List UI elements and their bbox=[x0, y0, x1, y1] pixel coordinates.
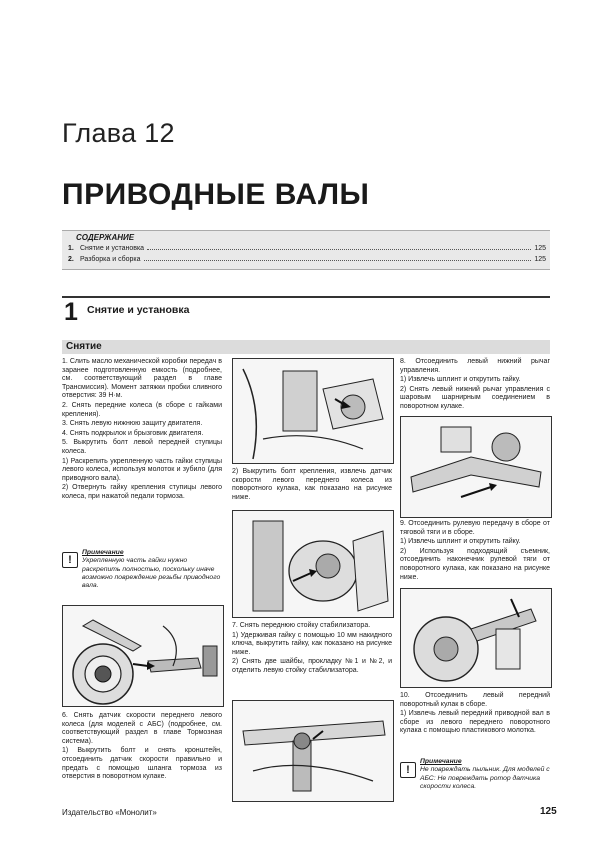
step-text: 7. Снять переднюю стойку стабилизатора. bbox=[232, 622, 371, 629]
note-text: Не повреждать пыльник. Для моделей с АБС: Не повреждать ротор датчика скорости колеса. bbox=[420, 766, 550, 790]
step-text: 1) Извлечь левый передний приводной вал в сборе из левого переднего поворотного кулака с помощью пластикового молотка. bbox=[400, 710, 550, 735]
mid-column-step7 bbox=[232, 622, 392, 677]
subsection-bar bbox=[62, 340, 550, 354]
section-divider bbox=[62, 296, 550, 298]
table-of-contents bbox=[62, 230, 550, 270]
left-column-step6 bbox=[62, 712, 222, 783]
step-text: 2) Выкрутить болт крепления, извлечь датчик скорости левого переднего колеса из поворотного кулака, как показано на рисунке ниже. bbox=[232, 468, 392, 501]
step-text: 1) Извлечь шплинт и открутить гайку. bbox=[400, 538, 521, 546]
figure-engine-bay bbox=[232, 358, 394, 464]
step-text: 9. Отсоединить рулевую передачу в сборе от тяговой тяги и в сборе. bbox=[400, 520, 550, 536]
note-icon: ! bbox=[400, 762, 416, 778]
toc-item-number: 2. bbox=[68, 256, 74, 263]
right-column-step10 bbox=[400, 692, 550, 737]
figure-lower-arm bbox=[400, 416, 552, 518]
chapter-label: Глава 12 bbox=[62, 118, 175, 148]
step-text: 1) Удерживая гайку с помощью 10 мм накидного ключа, выкрутить гайку, как показано на рисунке ниже. bbox=[232, 631, 392, 656]
step-text: 2) Используя подходящий съемник, отсоединить наконечник рулевой тяги от поворотного кулака, как показано на рисунке ниже. bbox=[400, 547, 550, 581]
left-note bbox=[82, 549, 222, 590]
step-text: 2) Снять две шайбы, прокладку №1 и №2, и отделить левую стойку стабилизатора. bbox=[232, 658, 392, 674]
toc-item-page: 125 bbox=[534, 245, 546, 252]
figure-hub-nut bbox=[62, 605, 224, 707]
section-number: 1 bbox=[64, 298, 78, 326]
figure-stabilizer-link bbox=[232, 700, 394, 802]
left-column-steps bbox=[62, 358, 222, 503]
right-column-step8 bbox=[400, 358, 550, 413]
step-text: 4. Снять подкрылок и брызговик двигателя. bbox=[62, 429, 204, 437]
step-text: 8. Отсоединить левый нижний рычаг управления. bbox=[400, 358, 550, 374]
engine-bay-illustration bbox=[233, 359, 393, 463]
step-text: 5. Выкрутить болт левой передней ступицы колеса. bbox=[62, 439, 222, 455]
lower-arm-illustration bbox=[401, 417, 551, 517]
tie-rod-illustration bbox=[401, 589, 551, 687]
toc-item[interactable] bbox=[68, 253, 546, 263]
toc-item-number: 1. bbox=[68, 245, 74, 252]
subsection-title: Снятие bbox=[66, 341, 102, 352]
step-text: 10. Отсоединить левый передний поворотный кулак в сборе. bbox=[400, 692, 550, 708]
step-text: 2) Снять левый нижний рычаг управления с шаровым шарнирным соединением в поворотном кулаке. bbox=[400, 385, 550, 410]
stabilizer-link-illustration bbox=[233, 701, 393, 801]
figure-tie-rod bbox=[400, 588, 552, 688]
toc-heading: СОДЕРЖАНИЕ bbox=[76, 233, 135, 242]
toc-item-page: 125 bbox=[534, 256, 546, 263]
note-heading: Примечание bbox=[420, 758, 462, 765]
page-title: ПРИВОДНЫЕ ВАЛЫ bbox=[62, 178, 370, 211]
right-column-step9 bbox=[400, 520, 550, 583]
figure-abs-sensor bbox=[232, 510, 394, 618]
note-heading: Примечание bbox=[82, 549, 124, 556]
step-text: 1) Извлечь шплинт и открутить гайку. bbox=[400, 376, 521, 384]
abs-sensor-illustration bbox=[233, 511, 393, 617]
note-text: Укрепленную часть гайки нужно раскрепить полностью, поскольку иначе возможно повреждение резьбы приводного вала. bbox=[82, 557, 221, 590]
toc-leader bbox=[147, 249, 531, 250]
toc-item-label: Разборка и сборка bbox=[80, 256, 141, 263]
note-icon: ! bbox=[62, 552, 78, 568]
page-number: 125 bbox=[540, 806, 557, 817]
toc-item[interactable] bbox=[68, 242, 546, 252]
step-text: 1. Слить масло механической коробки передач в заранее подготовленную емкость (подробнее, см. соответствующий раздел в главе Трансмиссия). Момент затяжки пробки сливного отверстия: 39 Н·м. bbox=[62, 358, 222, 400]
step-text: 1) Раскрепить укрепленную часть гайки ступицы левого колеса, используя молоток и зубило (для приводного вала). bbox=[62, 457, 222, 482]
step-text: 2) Отвернуть гайку крепления ступицы левого колеса, при нажатой педали тормоза. bbox=[62, 484, 222, 500]
step-text: 2. Снять передние колеса (в сборе с гайками крепления). bbox=[62, 401, 222, 418]
step-text: 1) Выкрутить болт и снять кронштейн, отсоединить датчик скорости правильно и предать с помощью шланга тормоза из отверстия в поворотном кулаке. bbox=[62, 747, 222, 781]
step-text: 6. Снять датчик скорости переднего левого колеса (для моделей с АБС) (подробнее, см. соответствующий раздел в главе Тормозная система). bbox=[62, 712, 222, 745]
right-note bbox=[420, 758, 550, 791]
toc-item-label: Снятие и установка bbox=[80, 245, 145, 252]
publisher-footer: Издательство «Монолит» bbox=[62, 808, 157, 817]
mid-figure-caption bbox=[232, 468, 392, 503]
section-title: Снятие и установка bbox=[87, 304, 190, 316]
step-text: 3. Снять левую нижнюю защиту двигателя. bbox=[62, 420, 203, 428]
hub-nut-illustration bbox=[63, 606, 223, 706]
toc-leader bbox=[144, 260, 532, 261]
